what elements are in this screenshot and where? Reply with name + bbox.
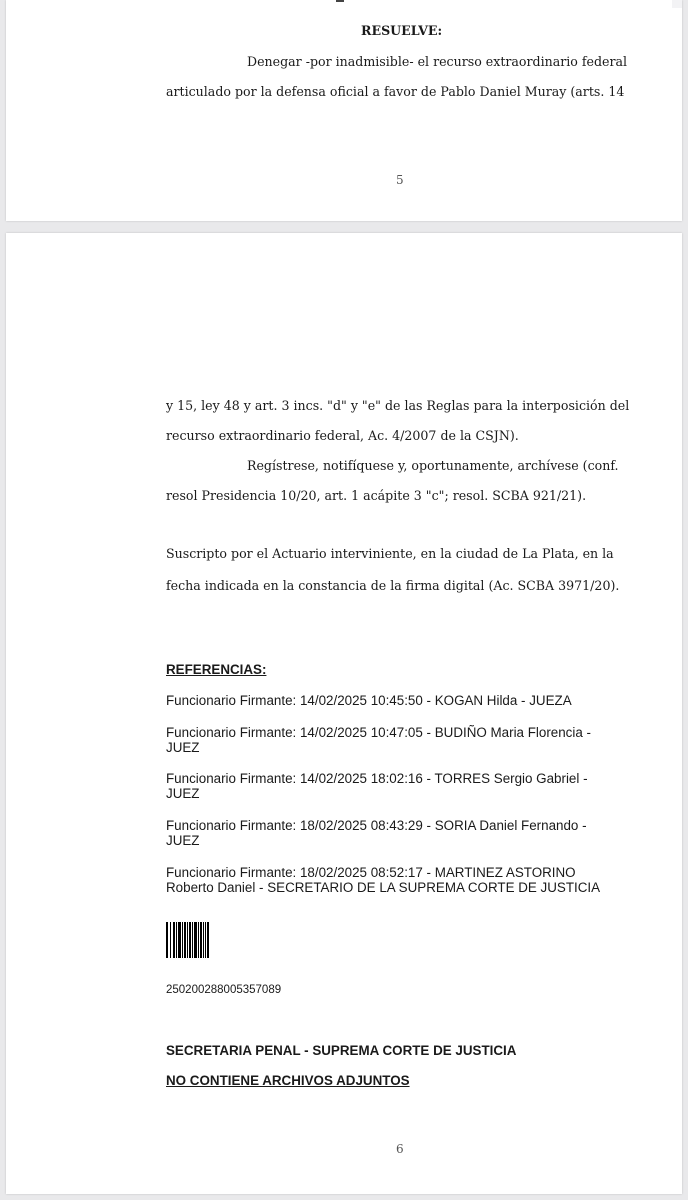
signer-entry [166,865,600,895]
paragraph-line: resol Presidencia 10/20, art. 1 acápite 3 "c"; resol. SCBA 921/21). [166,488,587,503]
paragraph-line: articulado por la defensa oficial a favor de Pablo Daniel Muray (arts. 14 [166,84,625,99]
document-page-6 [6,233,682,1194]
signer-line: Roberto Daniel - SECRETARIO DE LA SUPREMA CORTE DE JUSTICIA [166,880,601,895]
referencias-heading: REFERENCIAS: [166,662,267,677]
page-number: 5 [396,173,404,187]
paragraph-line: y 15, ley 48 y art. 3 incs. "d" y "e" de las Reglas para la interposición del [166,398,630,413]
barcode-image [166,922,210,958]
signer-line: Funcionario Firmante: 14/02/2025 10:47:05 - BUDIÑO Maria Florencia - [166,725,591,740]
signer-line: Funcionario Firmante: 18/02/2025 08:52:17 - MARTINEZ ASTORINO [166,865,576,880]
paragraph-line: recurso extraordinario federal, Ac. 4/2007 de la CSJN). [166,428,519,443]
document-page-5 [6,0,682,221]
signer-line: Funcionario Firmante: 14/02/2025 18:02:16 - TORRES Sergio Gabriel - [166,771,588,786]
page-number: 6 [396,1142,404,1156]
page-fragment-mark [336,0,344,2]
paragraph-line: fecha indicada en la constancia de la firma digital (Ac. SCBA 3971/20). [166,578,620,593]
signer-line: JUEZ [166,833,200,848]
signer-entry [166,725,591,755]
signer-entry [166,771,588,801]
paragraph-line: Regístrese, notifíquese y, oportunamente, archívese (conf. [247,458,619,473]
signer-line: Funcionario Firmante: 18/02/2025 08:43:29 - SORIA Daniel Fernando - [166,818,587,833]
signer-line: JUEZ [166,786,200,801]
signer-line: JUEZ [166,740,200,755]
signer-line: Funcionario Firmante: 14/02/2025 10:45:50 - KOGAN Hilda - JUEZA [166,693,572,708]
signer-entry [166,818,587,848]
barcode-number: 250200288005357089 [166,984,282,996]
page-edge [672,0,682,8]
footer-office: SECRETARIA PENAL - SUPREMA CORTE DE JUSTICIA [166,1043,517,1058]
paragraph-line: Suscripto por el Actuario interviniente, en la ciudad de La Plata, en la [166,546,614,561]
footer-attachments: NO CONTIENE ARCHIVOS ADJUNTOS [166,1073,410,1088]
resuelve-heading: RESUELVE: [361,23,443,38]
signer-entry [166,693,572,708]
paragraph-line: Denegar -por inadmisible- el recurso extraordinario federal [247,54,628,69]
